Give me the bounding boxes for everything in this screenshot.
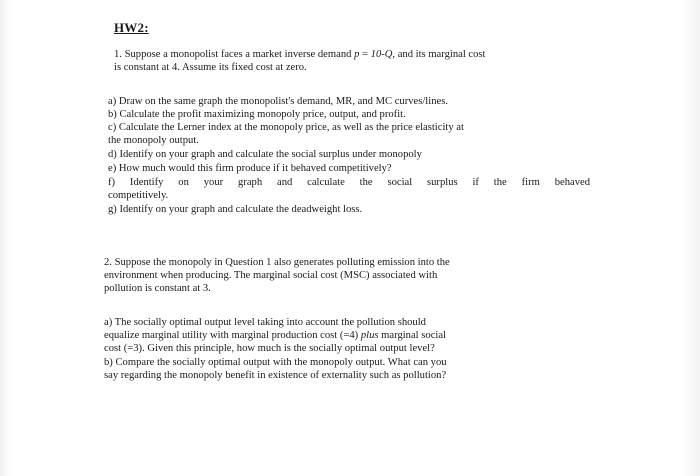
q2-part-a-line3: cost (=3). Given this principle, how much is the socially optimal output level? — [104, 343, 435, 354]
q1-part-e: e) How much would this firm produce if it behaved competitively? — [108, 163, 392, 174]
q2-part-b-line1: b) Compare the socially optimal output with the monopoly output. What can you — [104, 357, 447, 368]
q2-intro-line2: environment when producing. The marginal social cost (MSC) associated with — [104, 270, 438, 281]
q1-part-a: a) Draw on the same graph the monopolist's demand, MR, and MC curves/lines. — [108, 96, 448, 107]
q2-intro-line1: 2. Suppose the monopoly in Question 1 also generates polluting emission into the — [104, 257, 450, 268]
q1-part-g: g) Identify on your graph and calculate the deadweight loss. — [108, 204, 363, 215]
q2-part-a-line1: a) The socially optimal output level taking into account the pollution should — [104, 317, 426, 328]
q2-part-b-line2: say regarding the monopoly benefit in existence of externality such as pollution? — [104, 370, 447, 381]
q2-part-a-line2-emphasis: plus — [360, 330, 379, 341]
q1-intro-line2: is constant at 4. Assume its fixed cost at zero. — [114, 62, 307, 73]
q1-eq-p: p — [354, 49, 360, 60]
q1-part-f-line1: f) Identify on your graph and calculate the social surplus if the firm behaved — [108, 177, 590, 188]
q1-intro-line1 — [114, 48, 486, 61]
q1-intro-text-c: , and its marginal cost — [392, 49, 486, 60]
q2-part-a-line2-text-a: equalize marginal utility with marginal production cost (=4) — [104, 330, 361, 341]
q1-eq-equals: = — [359, 49, 371, 60]
homework-title: HW2: — [114, 20, 149, 35]
q1-part-b: b) Calculate the profit maximizing monopoly price, output, and profit. — [108, 109, 406, 120]
q1-part-d: d) Identify on your graph and calculate the social surplus under monopoly — [108, 149, 422, 160]
q1-eq-demand: 10-Q — [370, 49, 393, 60]
q1-part-f-line2: competitively. — [108, 190, 169, 201]
q1-intro-text-a: 1. Suppose a monopolist faces a market inverse demand — [114, 49, 355, 60]
q2-part-a-line2-text-b: marginal social — [378, 330, 446, 341]
q2-intro-line3: pollution is constant at 3. — [104, 283, 211, 294]
q2-part-a-line2 — [104, 329, 446, 342]
q1-part-c-line1: c) Calculate the Lerner index at the monopoly price, as well as the price elasticity at — [108, 122, 464, 133]
q1-part-c-line2: the monopoly output. — [108, 135, 199, 146]
